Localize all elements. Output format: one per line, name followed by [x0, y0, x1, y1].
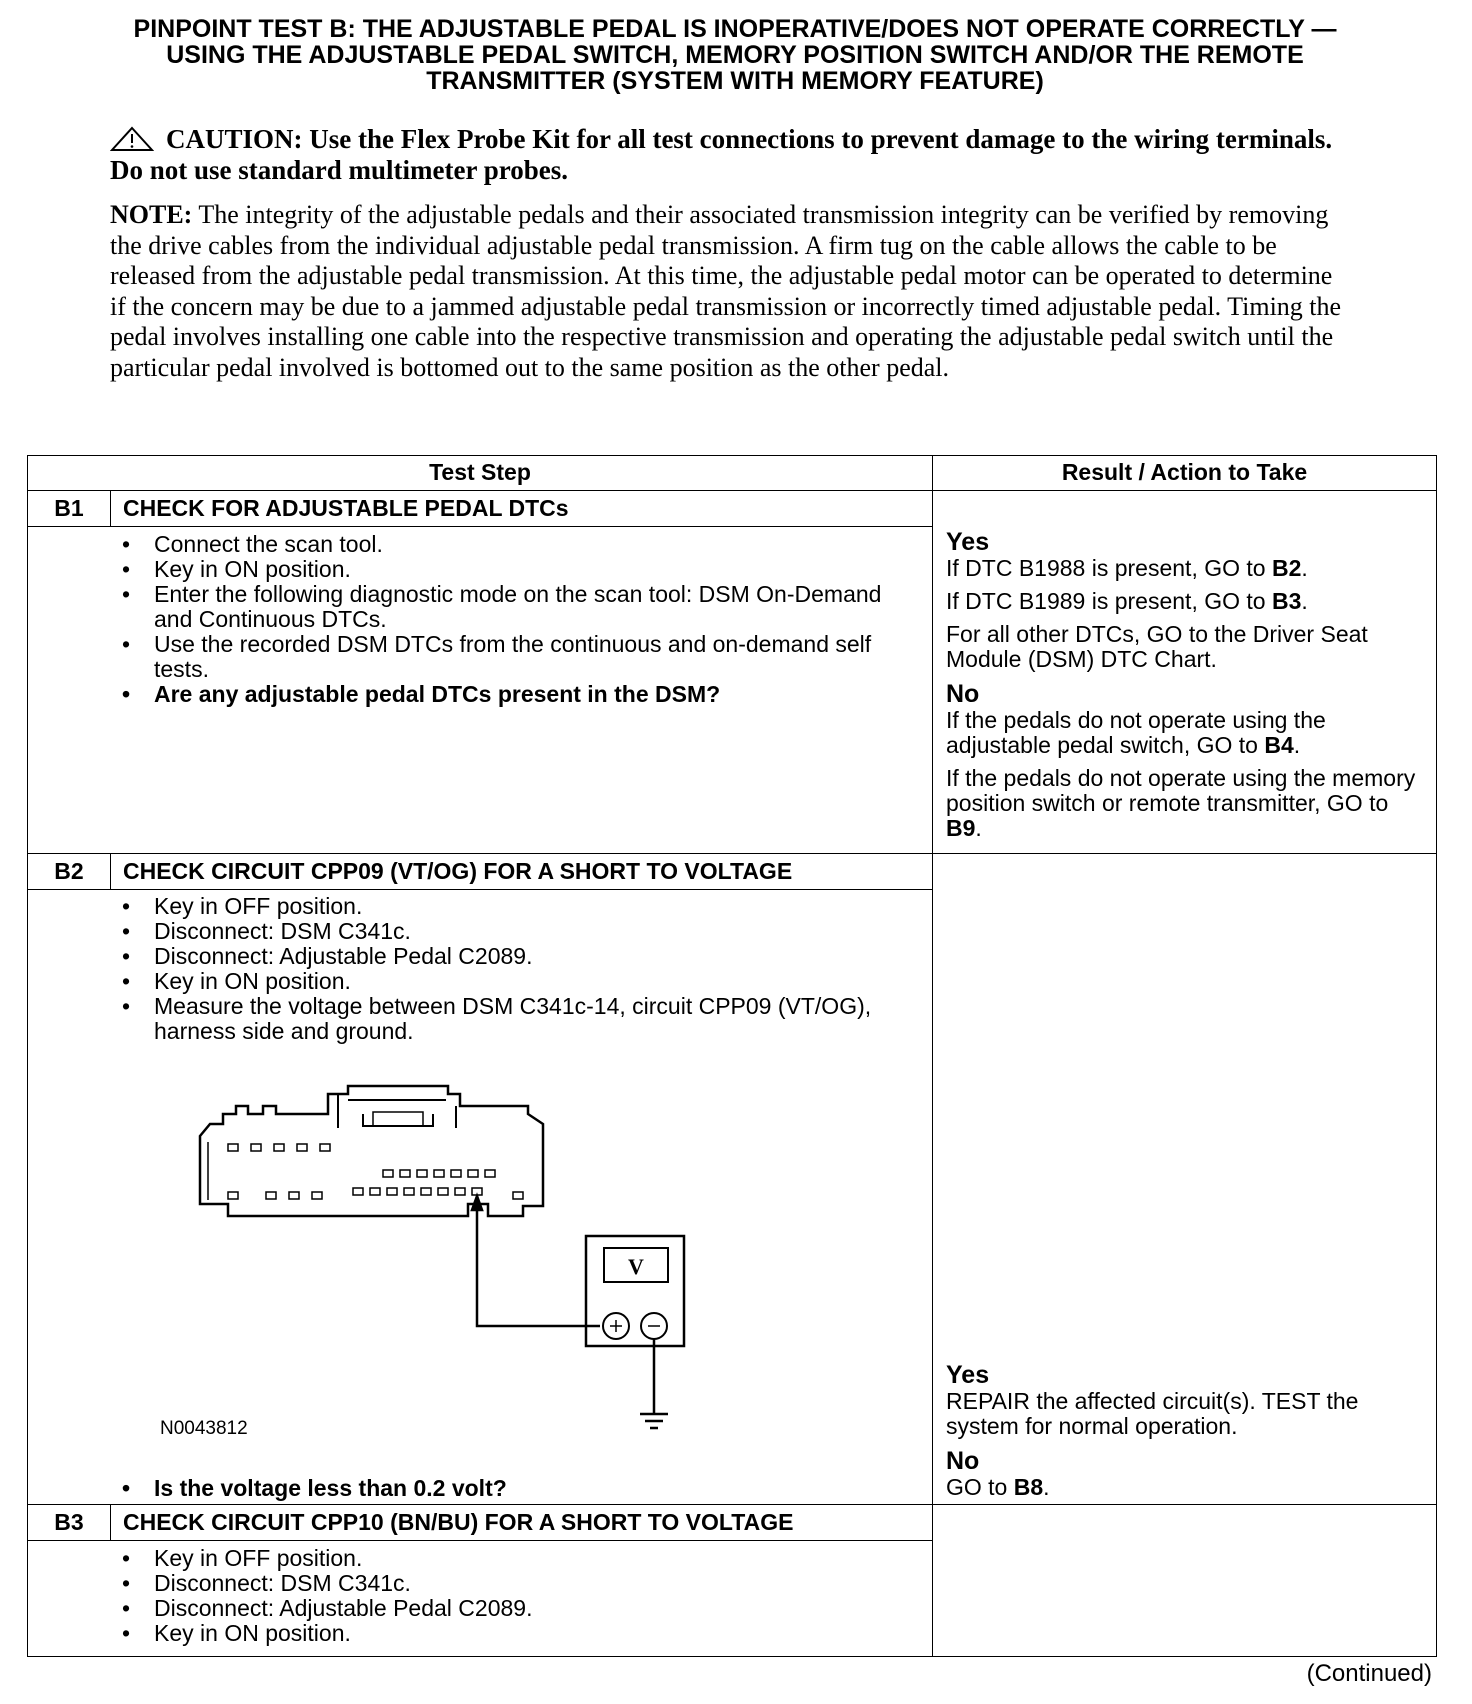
result-text: For all other DTCs, GO to the Driver Seat Module (DSM) DTC Chart. [946, 621, 1368, 672]
step-title-b1: CHECK FOR ADJUSTABLE PEDAL DTCs [123, 495, 569, 521]
list-item: • Key in ON position. [116, 1621, 906, 1646]
list-item: • Disconnect: Adjustable Pedal C2089. [116, 1596, 906, 1621]
step-question-b1: • Are any adjustable pedal DTCs present in the DSM? [116, 682, 906, 707]
step-list-b2 [116, 894, 906, 1044]
list-item: • Key in ON position. [116, 557, 906, 582]
voltmeter-icon [586, 1236, 684, 1346]
yes-label: Yes [946, 528, 990, 556]
list-item: • Use the recorded DSM DTCs from the continuous and on-demand self tests. [116, 632, 906, 682]
list-item: • Key in OFF position. [116, 894, 906, 919]
list-item: • Enter the following diagnostic mode on the scan tool: DSM On-Demand and Continuous DTCs. [116, 582, 906, 632]
step-id-b1: B1 [54, 495, 84, 521]
note-label: NOTE: [110, 200, 193, 229]
column-header-test-step: Test Step [429, 459, 531, 485]
note-text: The integrity of the adjustable pedals and their associated transmission integrity can be verified by removing the drive cables from the individual adjustable pedal transmission. A firm tug on the cable allows the cable to be released from the adjustable pedal transmission. At this time, the adjustable pedal motor can be operated to determine if the concern may be due to a jammed adjustable pedal transmission or incorrectly timed adjustable pedal. Timing the pedal involves installing one cable into the respective transmission and operating the adjustable pedal switch until the particular pedal involved is bottomed out to the same position as the other pedal. [110, 200, 1342, 382]
caution-label: CAUTION: [166, 124, 303, 154]
step-list-b1 [116, 532, 906, 707]
list-item: • Connect the scan tool. [116, 532, 906, 557]
title-line-1: PINPOINT TEST B: THE ADJUSTABLE PEDAL IS INOPERATIVE/DOES NOT OPERATE CORRECTLY — [133, 15, 1337, 43]
list-item: • Disconnect: DSM C341c. [116, 919, 906, 944]
list-item: • Disconnect: Adjustable Pedal C2089. [116, 944, 906, 969]
step-ref-b4: B4 [1264, 732, 1294, 758]
connector-measurement-diagram [188, 1076, 758, 1436]
result-text: GO to [946, 1474, 1014, 1500]
caution-text: Use the Flex Probe Kit for all test connections to prevent damage to the wiring terminals. Do not use standard multimeter probes. [110, 124, 1333, 185]
title-line-2: USING THE ADJUSTABLE PEDAL SWITCH, MEMORY POSITION SWITCH AND/OR THE REMOTE [166, 41, 1304, 69]
result-text: If the pedals do not operate using the memory position switch or remote transmitter, GO to [946, 765, 1416, 816]
title-line-3: TRANSMITTER (SYSTEM WITH MEMORY FEATURE) [426, 67, 1044, 95]
column-header-result: Result / Action to Take [1061, 459, 1308, 485]
step-ref-b2: B2 [1271, 555, 1302, 581]
result-text: REPAIR the affected circuit(s). TEST the system for normal operation. [946, 1388, 1359, 1439]
list-item: • Key in ON position. [116, 969, 906, 994]
caution-block [110, 124, 1340, 186]
no-label: No [946, 680, 980, 708]
step-ref-b8: B8 [1013, 1474, 1044, 1500]
figure-id: N0043812 [160, 1418, 248, 1439]
no-label: No [946, 1447, 980, 1475]
ground-icon [640, 1339, 668, 1428]
step-list-b3 [116, 1546, 906, 1646]
step-ref-b9: B9 [946, 815, 976, 841]
list-item: • Measure the voltage between DSM C341c-14, circuit CPP09 (VT/OG), harness side and ground. [116, 994, 906, 1044]
pinpoint-table [27, 455, 1437, 1657]
result-text: If DTC B1989 is present, GO to [946, 588, 1272, 614]
continued-label: (Continued) [1306, 1660, 1432, 1687]
step-title-b3: CHECK CIRCUIT CPP10 (BN/BU) FOR A SHORT TO VOLTAGE [123, 1509, 794, 1535]
step-question-b2: • Is the voltage less than 0.2 volt? [116, 1476, 906, 1501]
step-id-b2: B2 [54, 858, 84, 884]
result-b2: Yes REPAIR the affected circuit(s). TEST the system for normal operation. No GO to B8. [946, 1361, 1426, 1508]
result-text: If DTC B1988 is present, GO to [946, 555, 1272, 581]
result-b1: Yes If DTC B1988 is present, GO to B2. If DTC B1989 is present, GO to B3. For all other DTCs, GO to the Driver Seat Module (DSM) DTC Chart. No If the pedals do not operate using the adjustable pedal switch, GO to B4. If the pedals do not operate using the memory position switch or remote transmitter, GO to B9. [946, 528, 1426, 849]
meter-label: V [628, 1254, 644, 1279]
yes-label: Yes [946, 1361, 990, 1389]
step-ref-b3: B3 [1271, 588, 1302, 614]
warning-triangle-icon [110, 126, 154, 152]
list-item: • Disconnect: DSM C341c. [116, 1571, 906, 1596]
step-title-b2: CHECK CIRCUIT CPP09 (VT/OG) FOR A SHORT TO VOLTAGE [123, 858, 793, 884]
list-item: • Key in OFF position. [116, 1546, 906, 1571]
step-id-b3: B3 [54, 1509, 84, 1535]
page-title [20, 16, 1450, 94]
step-question-list-b2 [116, 1476, 906, 1501]
note-block [110, 200, 1350, 383]
result-text: If the pedals do not operate using the adjustable pedal switch, GO to [946, 707, 1326, 758]
